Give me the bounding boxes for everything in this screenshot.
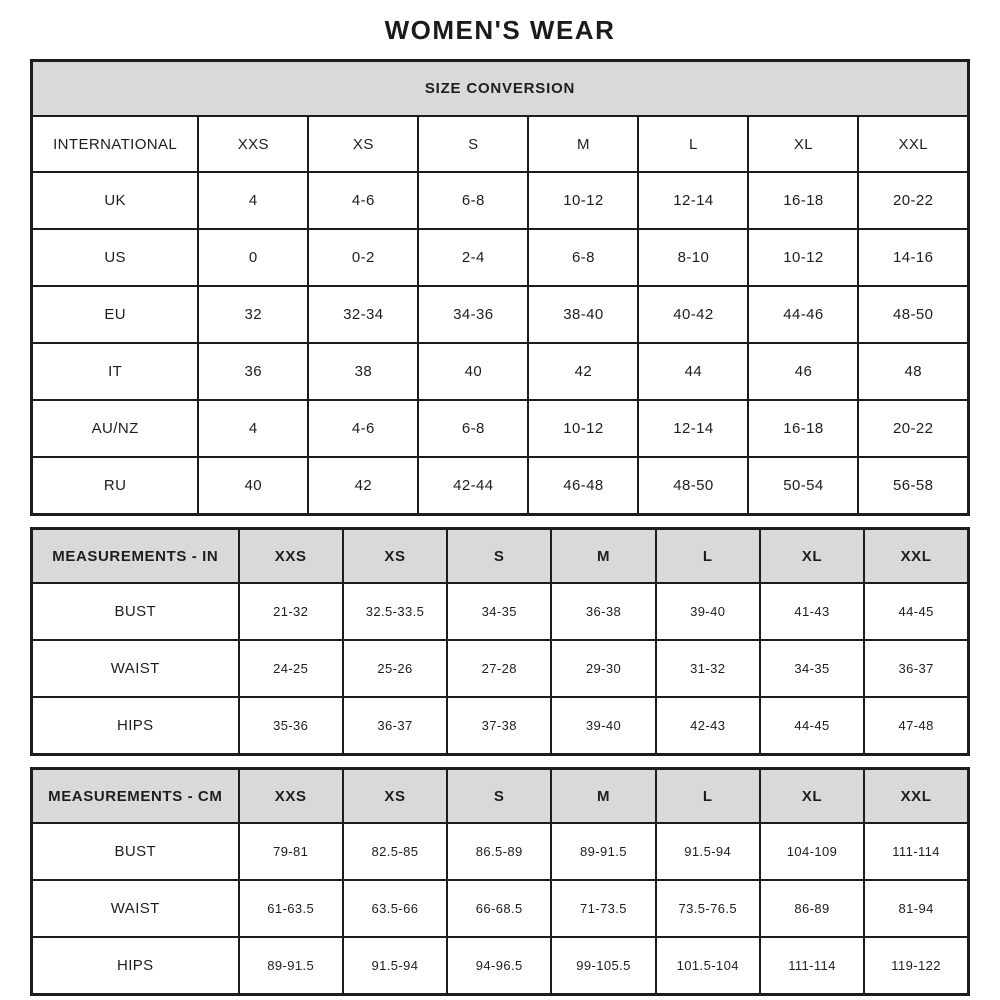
table-cell: 73.5-76.5 [656,880,760,937]
table-row [32,937,969,995]
table-cell: 0-2 [308,229,418,286]
row-label: IT [32,343,199,400]
table-cell: 10-12 [748,229,858,286]
column-header: XL [760,769,864,824]
measurements-cm-table [30,767,970,996]
column-header: XL [748,116,858,172]
column-header: XS [308,116,418,172]
table-cell: 16-18 [748,400,858,457]
table-cell: 4 [198,400,308,457]
table-row [32,823,969,880]
table-row [32,229,969,286]
size-conversion-table [30,59,970,516]
table-cell: 36-37 [343,697,447,755]
table-cell: 104-109 [760,823,864,880]
table-cell: 35-36 [239,697,343,755]
table-cell: 40-42 [638,286,748,343]
table-cell: 10-12 [528,172,638,229]
table-cell: 27-28 [447,640,551,697]
table-cell: 25-26 [343,640,447,697]
table-cell: 42-43 [656,697,760,755]
column-header: L [656,769,760,824]
table-cell: 34-35 [447,583,551,640]
table-cell: 0 [198,229,308,286]
table-row [32,880,969,937]
table-row [32,583,969,640]
table-cell: 42 [528,343,638,400]
table-cell: 48 [858,343,968,400]
table-cell: 111-114 [864,823,968,880]
table-banner-row [32,61,969,117]
table-row [32,697,969,755]
column-header: L [656,529,760,584]
table-cell: 94-96.5 [447,937,551,995]
column-header: S [447,529,551,584]
table-row [32,457,969,515]
table-cell: 12-14 [638,172,748,229]
table-cell: 38 [308,343,418,400]
table-cell: 4-6 [308,400,418,457]
row-label: US [32,229,199,286]
column-header: XL [760,529,864,584]
table-cell: 46 [748,343,858,400]
column-header: XS [343,769,447,824]
table-cell: 34-36 [418,286,528,343]
table-cell: 24-25 [239,640,343,697]
table-cell: 4 [198,172,308,229]
table-cell: 6-8 [528,229,638,286]
table-cell: 44-45 [864,583,968,640]
row-label: UK [32,172,199,229]
table-cell: 39-40 [551,697,655,755]
measurements-in-table [30,527,970,756]
column-header: S [418,116,528,172]
table-cell: 79-81 [239,823,343,880]
table-cell: 44 [638,343,748,400]
row-label: RU [32,457,199,515]
table-cell: 42-44 [418,457,528,515]
header-row [32,529,969,584]
table-cell: 63.5-66 [343,880,447,937]
table-cell: 14-16 [858,229,968,286]
column-header: XXL [858,116,968,172]
table-cell: 119-122 [864,937,968,995]
column-header: XS [343,529,447,584]
table-cell: 21-32 [239,583,343,640]
table-cell: 89-91.5 [239,937,343,995]
row-label: EU [32,286,199,343]
table-cell: 86.5-89 [447,823,551,880]
table-cell: 29-30 [551,640,655,697]
column-header: MEASUREMENTS - IN [32,529,239,584]
table-cell: 99-105.5 [551,937,655,995]
table-cell: 82.5-85 [343,823,447,880]
column-header: M [551,529,655,584]
table-cell: 71-73.5 [551,880,655,937]
row-label: BUST [32,583,239,640]
table-cell: 37-38 [447,697,551,755]
row-label: WAIST [32,880,239,937]
table-cell: 86-89 [760,880,864,937]
column-header: M [551,769,655,824]
row-label: HIPS [32,937,239,995]
table-cell: 44-46 [748,286,858,343]
table-cell: 34-35 [760,640,864,697]
table-cell: 47-48 [864,697,968,755]
table-cell: 42 [308,457,418,515]
column-header: XXS [239,769,343,824]
table-cell: 61-63.5 [239,880,343,937]
column-header: M [528,116,638,172]
table-cell: 10-12 [528,400,638,457]
table-cell: 91.5-94 [656,823,760,880]
table-cell: 32 [198,286,308,343]
table-cell: 32-34 [308,286,418,343]
table-cell: 6-8 [418,400,528,457]
table-cell: 38-40 [528,286,638,343]
table-row [32,343,969,400]
header-row [32,116,969,172]
table-cell: 41-43 [760,583,864,640]
table-cell: 36-37 [864,640,968,697]
table-cell: 111-114 [760,937,864,995]
table-cell: 91.5-94 [343,937,447,995]
row-label: HIPS [32,697,239,755]
table-cell: 89-91.5 [551,823,655,880]
row-label: AU/NZ [32,400,199,457]
table-cell: 32.5-33.5 [343,583,447,640]
table-row [32,400,969,457]
table-cell: 48-50 [638,457,748,515]
table-cell: 39-40 [656,583,760,640]
column-header: L [638,116,748,172]
table-row [32,286,969,343]
table-cell: 46-48 [528,457,638,515]
column-header: XXL [864,529,968,584]
table-cell: 20-22 [858,400,968,457]
header-row [32,769,969,824]
table-row [32,640,969,697]
table-cell: 6-8 [418,172,528,229]
table-cell: 36-38 [551,583,655,640]
column-header: MEASUREMENTS - CM [32,769,239,824]
table-cell: 48-50 [858,286,968,343]
table-cell: 4-6 [308,172,418,229]
column-header: INTERNATIONAL [32,116,199,172]
table-cell: 50-54 [748,457,858,515]
column-header: XXS [239,529,343,584]
table-cell: 16-18 [748,172,858,229]
table-cell: 2-4 [418,229,528,286]
page-title: WOMEN'S WEAR [384,15,616,45]
table-cell: 81-94 [864,880,968,937]
table-cell: 44-45 [760,697,864,755]
table-cell: 36 [198,343,308,400]
column-header: XXS [198,116,308,172]
table-cell: 12-14 [638,400,748,457]
table-cell: 40 [418,343,528,400]
table-cell: 8-10 [638,229,748,286]
column-header: XXL [864,769,968,824]
table-cell: 56-58 [858,457,968,515]
column-header: S [447,769,551,824]
table-cell: 40 [198,457,308,515]
size-conversion-banner: SIZE CONVERSION [32,61,969,117]
table-cell: 31-32 [656,640,760,697]
table-cell: 101.5-104 [656,937,760,995]
table-row [32,172,969,229]
table-cell: 66-68.5 [447,880,551,937]
row-label: WAIST [32,640,239,697]
table-cell: 20-22 [858,172,968,229]
row-label: BUST [32,823,239,880]
